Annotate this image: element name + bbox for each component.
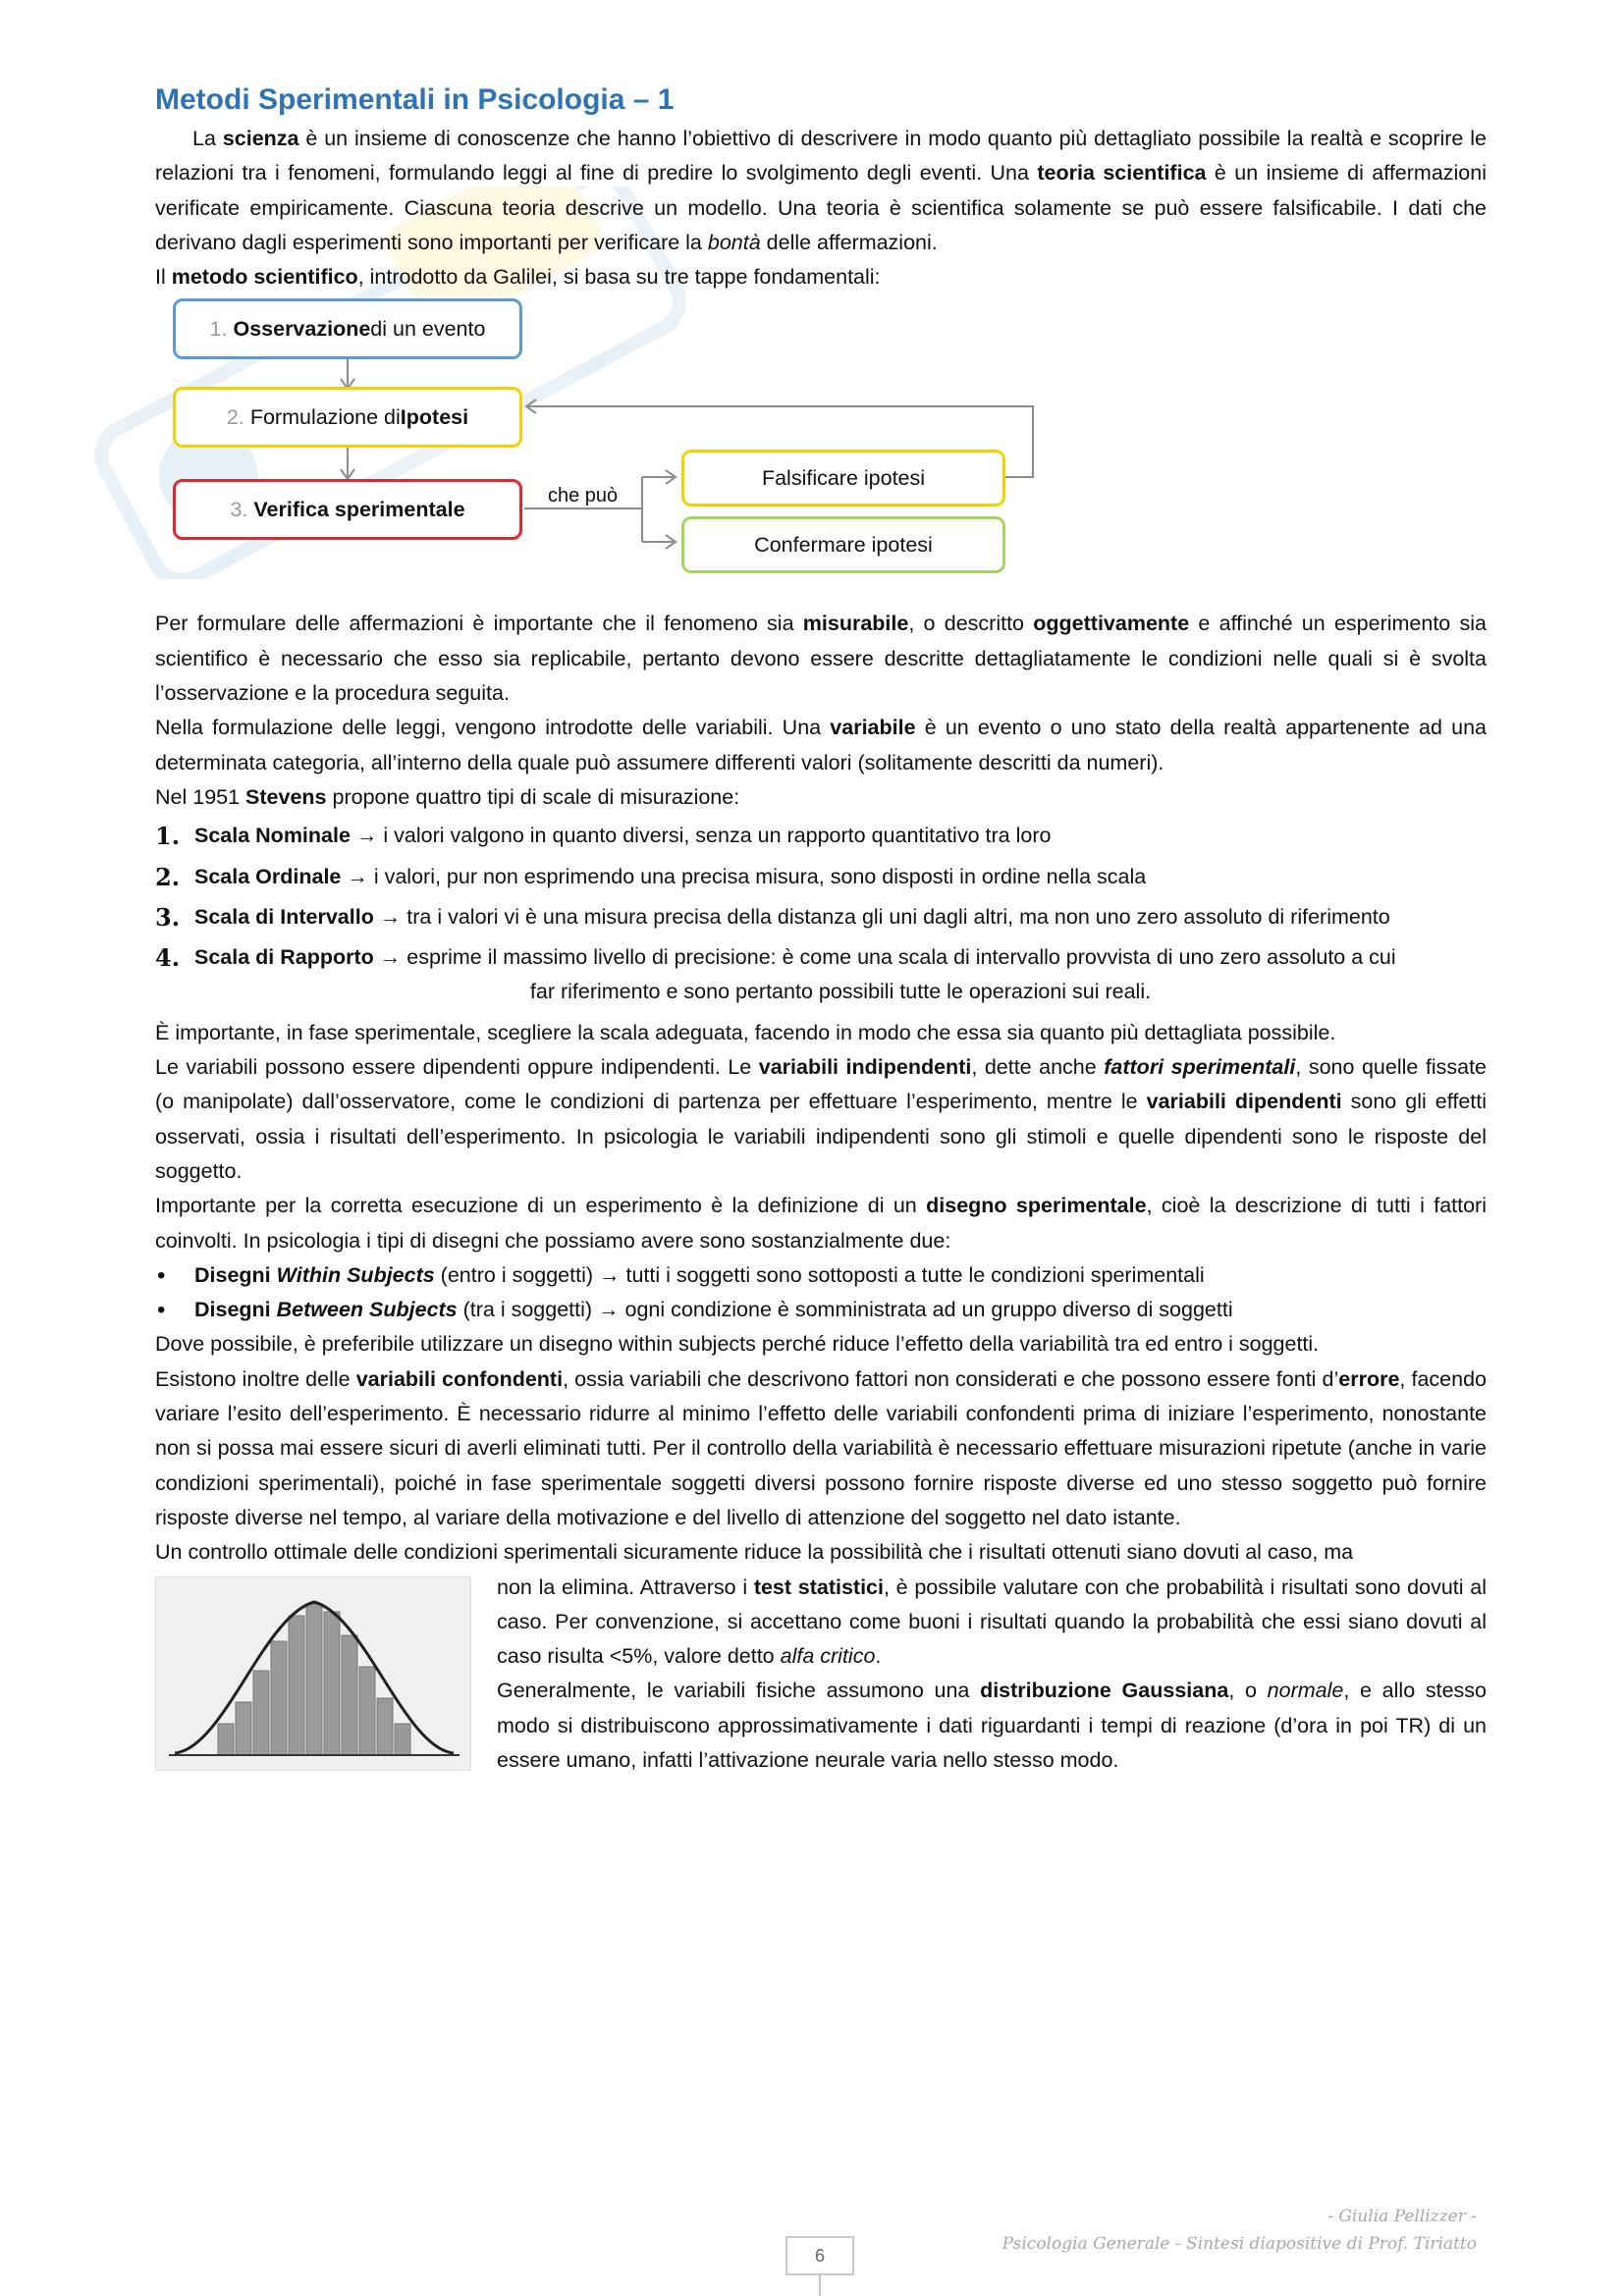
scientific-method-diagram [155, 298, 1487, 593]
outcome-falsify-box: Falsificare ipotesi [681, 450, 1005, 507]
method-paragraph: Il metodo scientifico, introdotto da Galilei, si basa su tre tappe fondamentali: [155, 265, 881, 290]
step3-bold: Verifica sperimentale [253, 497, 465, 521]
step1-bold: Osservazione [233, 316, 371, 341]
step3-number: 3. [230, 497, 248, 521]
dependent-independent-paragraph: Le variabili possono essere dipendenti oppure indipendenti. Le variabili indipendenti, dette anche fattori sperimentali, sono quelle fissate (o manipolate) dall’osservatore, come le condizioni di partenza per effettuare l’esperimento, mentre le variabili dipendenti sono gli effetti osservati, ossia i risultati dell’esperimento. In psicologia le variabili indipendenti sono gli stimoli e quelle dipendenti sono le risposte del soggetto. [155, 1055, 1488, 1183]
designs-list [155, 1258, 1487, 1328]
step-observation-box [173, 298, 522, 359]
bullet-icon: • [157, 1297, 166, 1324]
step-verification-box [173, 479, 522, 540]
list-item-continuation: far riferimento e sono pertanto possibili tutte le operazioni sui reali. [529, 980, 1152, 1004]
bullet-icon: • [157, 1261, 166, 1289]
step2-bold: Ipotesi [400, 404, 469, 429]
page-number: 6 [785, 2236, 854, 2275]
step2-text: Formulazione di [249, 404, 401, 429]
scale-choice-paragraph: È importante, in fase sperimentale, scegliere la scala adeguata, facendo in modo che essa sia quanto più dettagliata possibile. [155, 1020, 1336, 1044]
step2-number: 2. [226, 404, 244, 429]
list-item: 2. Scala Ordinale → i valori, pur non esprimendo una precisa misura, sono disposti in ordine nella scala [155, 860, 1487, 894]
list-marker: 2. [155, 862, 181, 891]
confounding-paragraph: Esistono inoltre delle variabili confondenti, ossia variabili che descrivono fattori non considerati e che possono essere fonti d’errore, facendo variare l’esito dell’esperimento. È necessario ridurre al minimo l’effetto delle variabili confondenti prima di iniziare l’esperimento, nonostante non si possa mai essere sicuri di averli eliminati tutti. Per il controllo della variabilità è necessario effettuare misurazioni ripetute (anche in varie condizioni sperimentali), poiché in fase sperimentale soggetti diversi possono fornire risposte diverse ed uno stesso soggetto può fornire risposte diverse nel tempo, al variare della motivazione e del livello di attenzione del soggetto nel dato istante. [155, 1366, 1487, 1529]
within-subjects-paragraph: Dove possibile, è preferibile utilizzare un disegno within subjects perché riduce l’effetto della variabilità tra ed entro i soggetti. [155, 1332, 1320, 1357]
list-item: 3. Scala di Intervallo → tra i valori vi è una misura precisa della distanza gli uni dagli altri, ma non uno zero assoluto di riferimento [155, 900, 1487, 934]
page-title: Metodi Sperimentali in Psicologia – 1 [155, 83, 675, 116]
document-body [155, 79, 1487, 1778]
list-item: • Disegni Between Subjects (tra i soggetti) → ogni condizione è somministrata ad un gruppo diverso di soggetti [155, 1293, 1487, 1327]
statistics-paragraph: non la elimina. Attraverso i test statistici, è possibile valutare con che probabilità i risultati sono dovuti al caso. Per convenzione, si accettano come buoni i risultati quando la probabilità che essi siano dovuti al caso risulta <5%, valore detto alfa critico. [497, 1575, 1487, 1669]
design-paragraph: Importante per la corretta esecuzione di un esperimento è la definizione di un disegno sperimentale, cioè la descrizione di tutti i fattori coinvolti. In psicologia i tipi di disegni che possiamo avere sono sostanzialmente due: [155, 1194, 1487, 1253]
step-hypothesis-box [173, 387, 522, 448]
intro-paragraph: La scienza è un insieme di conoscenze che hanno l’obiettivo di descrivere in modo quanto più dettagliato possibile la realtà e scoprire le relazioni tra i fenomeni, formulando leggi al fine di predire lo svolgimento degli eventi. Una teoria scientifica è un insieme di affermazioni verificate empiricamente. Ciascuna teoria descrive un modello. Una teoria è scientifica solamente se può essere falsificabile. I dati che derivano dagli esperimenti sono importanti per verificare la bontà delle affermazioni. [155, 127, 1488, 254]
step1-rest: di un evento [370, 316, 486, 341]
measurability-paragraph: Per formulare delle affermazioni è importante che il fenomeno sia misurabile, o descritto oggettivamente e affinché un esperimento sia scientifico è necessario che esso sia replicabile, pertanto devono essere descritte dettagliatamente le condizioni nelle quali si è svolta l’osservazione e la procedura seguita. [155, 612, 1487, 706]
page-number-line [819, 2275, 821, 2296]
statistics-first-line: Un controllo ottimale delle condizioni sperimentali sicuramente riduce la possibilità che i risultati ottenuti siano dovuti al caso, ma [155, 1540, 1354, 1565]
footer-author: - Giulia Pellizzer - [1327, 2207, 1477, 2226]
stevens-paragraph: Nel 1951 Stevens propone quattro tipi di scale di misurazione: [155, 784, 740, 809]
statistics-section [155, 1535, 1487, 1778]
variable-paragraph: Nella formulazione delle leggi, vengono introdotte delle variabili. Una variabile è un evento o uno stato della realtà appartenente ad una determinata categoria, all’interno della quale può assumere differenti valori (solitamente descritti da numeri). [155, 716, 1487, 774]
list-marker: 4. [155, 943, 181, 973]
list-item: 4. Scala di Rapporto → esprime il massimo livello di precisione: è come una scala di intervallo provvista di uno zero assoluto a cui far riferimento e sono pertanto possibili tutte le operazioni sui reali. [155, 940, 1487, 1010]
scales-list [155, 819, 1487, 1009]
gaussian-paragraph: Generalmente, le variabili fisiche assumono una distribuzione Gaussiana, o normale, e allo stesso modo si distribuiscono approssimativamente i dati riguardanti i tempi di reazione (d’ora in poi TR) di un essere umano, infatti l’attivazione neurale varia nello stesso modo. [497, 1679, 1487, 1772]
list-item: • Disegni Within Subjects (entro i soggetti) → tutti i soggetti sono sottoposti a tutte le condizioni sperimentali [155, 1258, 1487, 1293]
footer-course: Psicologia Generale - Sintesi diapositive di Prof. Tiriatto [1001, 2234, 1477, 2254]
gaussian-histogram-image [155, 1576, 471, 1771]
outcome-confirm-box: Confermare ipotesi [681, 516, 1005, 573]
list-item: 1. Scala Nominale → i valori valgono in quanto diversi, senza un rapporto quantitativo tra loro [155, 819, 1487, 853]
list-marker: 1. [155, 822, 181, 851]
connector-label: che può [548, 485, 619, 507]
list-marker: 3. [155, 902, 181, 932]
step1-number: 1. [209, 316, 228, 341]
